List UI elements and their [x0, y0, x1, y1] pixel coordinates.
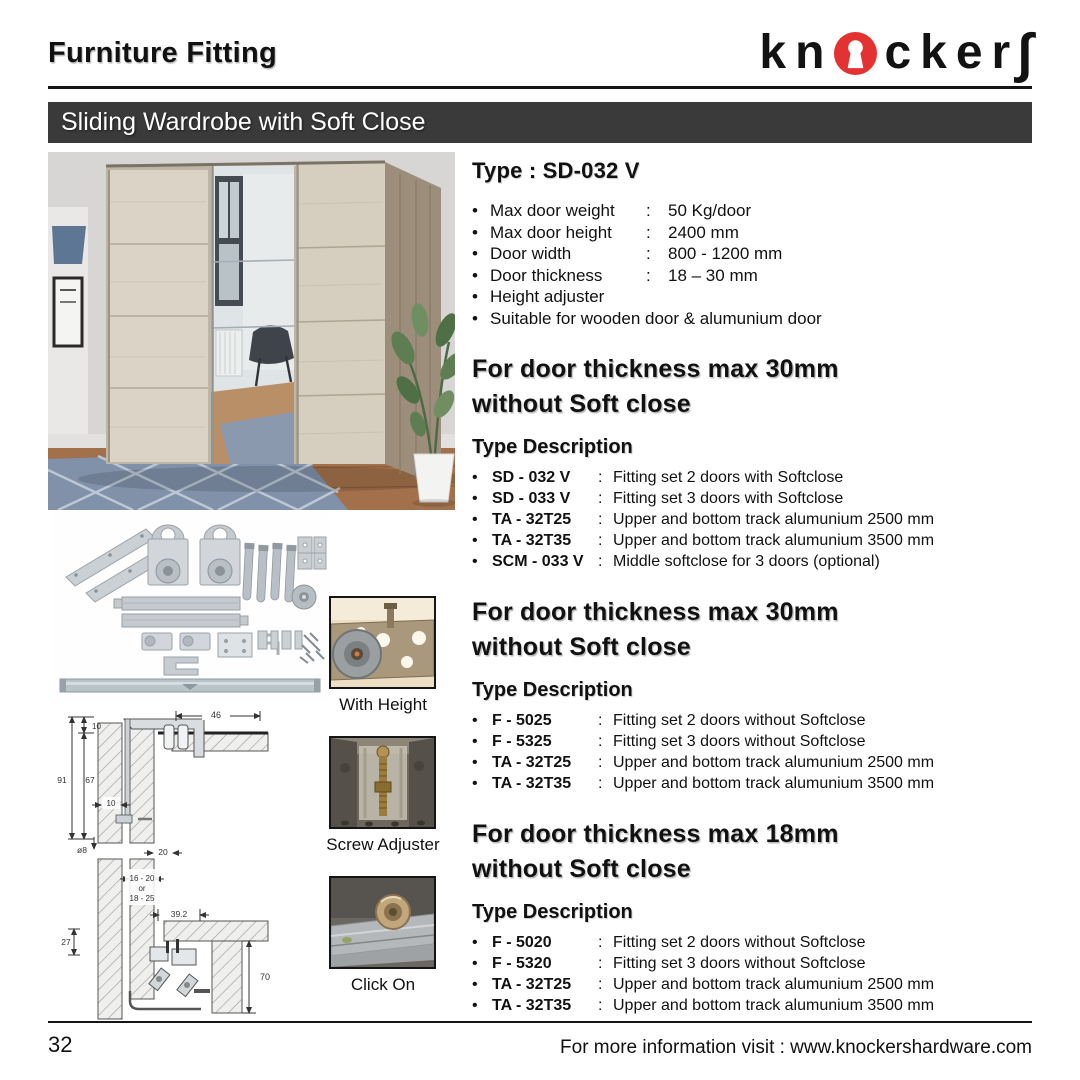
gallery-item	[326, 736, 441, 855]
content	[48, 152, 1032, 1020]
item-desc: Upper and bottom track alumunium 3500 mm	[613, 532, 935, 549]
type-description-heading: Type Description	[472, 679, 633, 701]
type-heading: Type : SD-032 V	[472, 158, 640, 183]
item-desc: Fitting set 3 doors without Softclose	[613, 733, 866, 750]
item-colon: :	[598, 997, 603, 1014]
item-code: TA - 32T25	[492, 754, 572, 771]
item-colon: :	[598, 775, 603, 792]
item-code: TA - 32T35	[492, 997, 572, 1014]
bullet-icon	[472, 932, 492, 953]
dim-67: 67	[85, 775, 95, 785]
dim-70: 70	[260, 972, 271, 982]
item-code: SD - 032 V	[492, 469, 571, 486]
type-list	[472, 467, 1032, 572]
header	[48, 22, 1032, 84]
bullet-icon	[472, 467, 492, 488]
type-row	[472, 995, 1032, 1016]
section-banner	[48, 102, 1032, 143]
keyhole-icon	[833, 31, 878, 76]
dim-10-top: 10	[92, 722, 101, 731]
item-code: SD - 033 V	[492, 490, 571, 507]
spec-value: 50 Kg/door	[668, 201, 752, 220]
spec-colon: :	[646, 201, 651, 220]
type-row	[472, 530, 1032, 551]
spec-colon: :	[646, 265, 651, 285]
footer-info: For more information visit : www.knockershardware.com	[560, 1037, 1032, 1058]
section-heading-line1: For door thickness max 30mm	[472, 598, 839, 626]
bullet-icon	[472, 974, 492, 995]
gallery-item	[329, 876, 441, 995]
section-heading-line2: without Soft close	[472, 633, 691, 661]
item-desc: Upper and bottom track alumunium 2500 mm	[613, 976, 935, 993]
item-desc: Middle softclose for 3 doors (optional)	[613, 553, 880, 570]
item-code: F - 5325	[492, 733, 552, 750]
item-code: TA - 32T35	[492, 775, 572, 792]
dim-16-20: 16 - 20	[129, 874, 155, 883]
dim-or: or	[138, 884, 146, 893]
section-18mm-no-softclose	[472, 817, 1032, 1016]
item-colon: :	[598, 532, 603, 549]
type-list	[472, 710, 1032, 794]
click-on-photo	[329, 876, 436, 969]
bullet-icon	[472, 953, 492, 974]
page-title: Furniture Fitting	[48, 36, 278, 69]
brand-logo	[759, 23, 1032, 83]
spec-label: Door thickness	[490, 265, 603, 285]
type-row	[472, 773, 1032, 794]
item-code: F - 5025	[492, 712, 552, 729]
item-code: SCM - 033 V	[492, 553, 584, 570]
gallery-caption: Screw Adjuster	[326, 835, 440, 854]
type-row	[472, 932, 1032, 953]
page-number: 32	[48, 1032, 73, 1057]
bullet-icon	[472, 995, 492, 1016]
type-row	[472, 509, 1032, 530]
detail-gallery	[326, 596, 441, 1016]
bullet-icon	[472, 509, 492, 530]
bottom-track	[60, 679, 320, 692]
item-desc: Fitting set 2 doors without Softclose	[613, 712, 866, 729]
bullet-icon	[472, 200, 490, 222]
item-code: F - 5020	[492, 934, 552, 951]
type-row	[472, 710, 1032, 731]
type-row	[472, 551, 1032, 572]
spec-label: Max door height	[490, 222, 612, 242]
item-code: F - 5320	[492, 955, 552, 972]
type-description-heading: Type Description	[472, 901, 633, 923]
section-heading	[472, 595, 1032, 665]
item-desc: Upper and bottom track alumunium 3500 mm	[613, 775, 935, 792]
bullet-icon	[472, 286, 490, 308]
dim-o8: ø8	[77, 845, 87, 855]
item-desc: Fitting set 3 doors without Softclose	[613, 955, 866, 972]
bullet-icon	[472, 488, 492, 509]
spec-list	[472, 200, 1032, 329]
brand-text-tail: ∫	[1017, 23, 1032, 83]
dim-91: 91	[57, 775, 67, 785]
bullet-icon	[472, 731, 492, 752]
bullet-icon	[472, 222, 490, 244]
dim-27: 27	[61, 937, 71, 947]
item-colon: :	[598, 490, 603, 507]
banner-title: Sliding Wardrobe with Soft Close	[61, 108, 426, 136]
brand-text-left: kn	[759, 26, 834, 79]
spec-row	[472, 243, 1032, 265]
spec-row	[472, 265, 1032, 287]
item-desc: Upper and bottom track alumunium 2500 mm	[613, 754, 935, 771]
item-desc: Fitting set 3 doors with Softclose	[613, 490, 844, 507]
spec-label: Door width	[490, 244, 572, 263]
type-row	[472, 488, 1032, 509]
item-code: TA - 32T35	[492, 532, 572, 549]
spec-value: 18 – 30 mm	[668, 265, 758, 285]
type-list	[472, 932, 1032, 1016]
spec-label: Height adjuster	[490, 287, 605, 306]
dim-20: 20	[158, 847, 168, 857]
type-row	[472, 731, 1032, 752]
type-row	[472, 953, 1032, 974]
spec-label: Suitable for wooden door & alumunium door	[490, 308, 822, 328]
bullet-icon	[472, 530, 492, 551]
type-description-heading: Type Description	[472, 436, 633, 458]
item-code: TA - 32T25	[492, 976, 572, 993]
screw-adjuster-photo	[329, 736, 436, 829]
section-heading-line1: For door thickness max 30mm	[472, 355, 839, 383]
gallery-item	[329, 596, 441, 715]
item-colon: :	[598, 955, 603, 972]
item-colon: :	[598, 934, 603, 951]
spec-colon: :	[646, 222, 651, 242]
spec-row	[472, 200, 1032, 222]
spec-row	[472, 286, 1032, 308]
with-height-photo	[329, 596, 436, 689]
section-30mm-softclose	[472, 352, 1032, 572]
roller-wheels	[292, 585, 316, 609]
item-colon: :	[598, 712, 603, 729]
bullet-icon	[472, 243, 490, 265]
dim-18-25: 18 - 25	[129, 894, 155, 903]
dim-46: 46	[210, 710, 222, 720]
item-colon: :	[598, 511, 603, 528]
dim-39-2: 39.2	[170, 909, 188, 919]
gallery-caption: Click On	[350, 975, 416, 994]
bullet-icon	[472, 752, 492, 773]
spec-label: Max door weight	[490, 201, 615, 220]
bullet-icon	[472, 265, 490, 287]
item-colon: :	[598, 733, 603, 750]
spec-row	[472, 308, 1032, 330]
item-desc: Upper and bottom track alumunium 3500 mm	[613, 997, 935, 1014]
section-heading-line2: without Soft close	[472, 390, 691, 418]
item-desc: Upper and bottom track alumunium 2500 mm	[613, 511, 935, 528]
footer	[48, 1021, 1032, 1059]
section-30mm-no-softclose	[472, 595, 1032, 794]
brand-text-right: cker	[884, 26, 1020, 79]
section-heading	[472, 817, 1032, 887]
gallery-caption: With Height	[339, 695, 427, 714]
spec-value: 800 - 1200 mm	[668, 244, 783, 263]
brackets	[298, 537, 326, 569]
technical-diagram	[54, 703, 316, 1020]
item-desc: Fitting set 2 doors without Softclose	[613, 934, 866, 951]
dim-10-mid: 10	[106, 799, 116, 808]
item-colon: :	[598, 553, 603, 570]
spec-row	[472, 222, 1032, 244]
bullet-icon	[472, 551, 492, 572]
section-heading-line2: without Soft close	[472, 855, 691, 883]
type-row	[472, 974, 1032, 995]
wardrobe-photo	[48, 152, 455, 510]
item-colon: :	[598, 754, 603, 771]
details-column	[472, 158, 1032, 1016]
spec-colon: :	[646, 244, 651, 263]
item-colon: :	[598, 976, 603, 993]
spec-value: 2400 mm	[668, 222, 739, 242]
item-desc: Fitting set 2 doors with Softclose	[613, 469, 844, 486]
header-divider	[48, 86, 1032, 89]
bullet-icon	[472, 710, 492, 731]
bullet-icon	[472, 308, 490, 330]
hardware-parts-photo	[52, 513, 330, 701]
item-code: TA - 32T25	[492, 511, 572, 528]
bullet-icon	[472, 773, 492, 794]
type-row	[472, 467, 1032, 488]
section-heading-line1: For door thickness max 18mm	[472, 820, 839, 848]
section-heading	[472, 352, 1032, 422]
type-row	[472, 752, 1032, 773]
item-colon: :	[598, 469, 603, 486]
